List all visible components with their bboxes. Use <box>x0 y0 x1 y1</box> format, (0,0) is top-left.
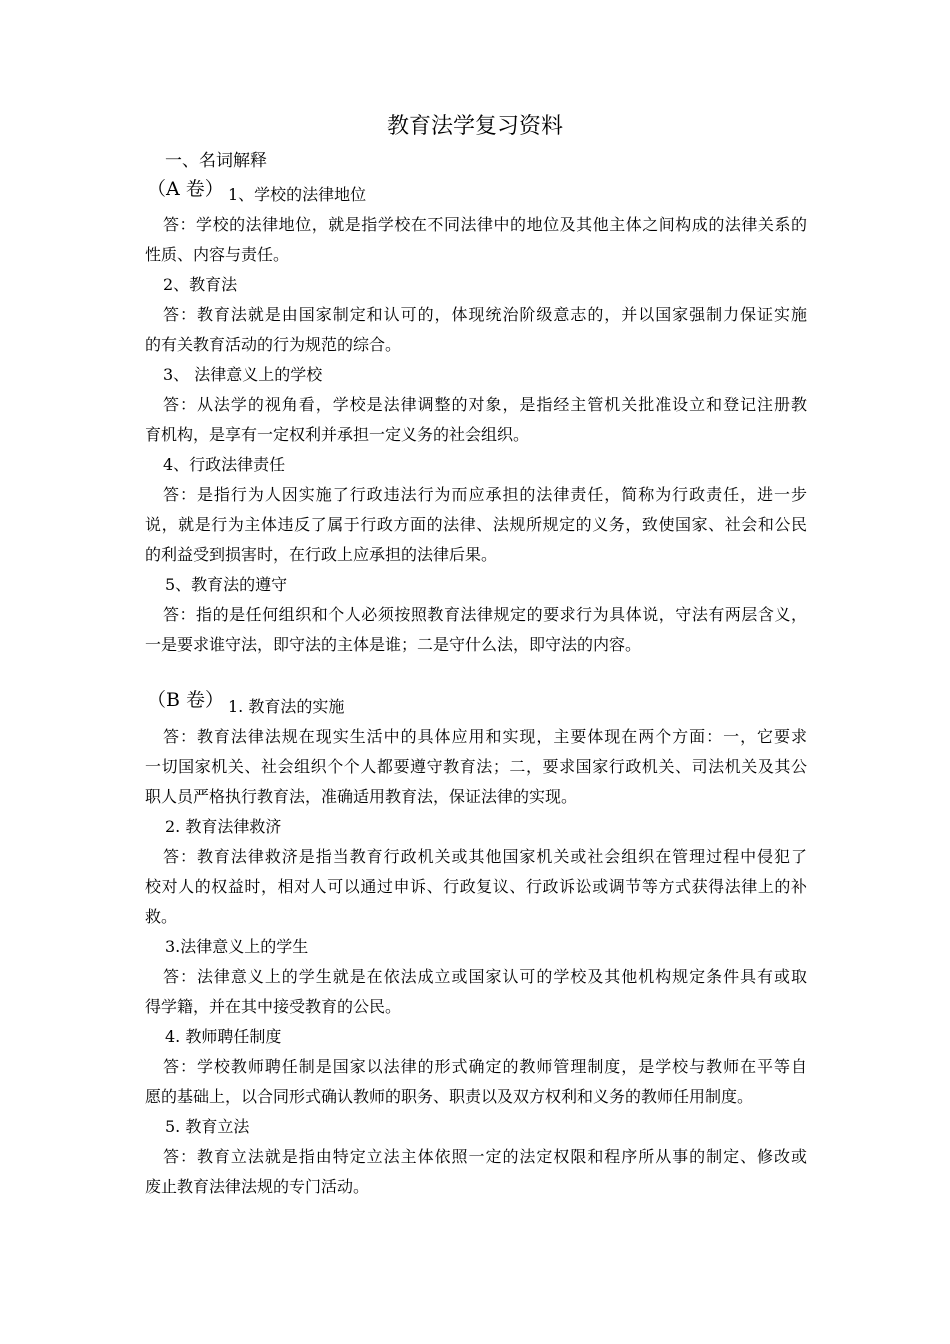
answer-line: 的有关教育活动的行为规范的综合。 <box>145 335 402 354</box>
answer-line: 废止教育法律法规的专门活动。 <box>145 1177 370 1196</box>
answer-line: 答：是指行为人因实施了行政违法行为而应承担的法律责任，简称为行政责任，进一步 <box>163 485 807 504</box>
volume-b-label: （B 卷） <box>147 689 225 711</box>
answer-line: 一是要求谁守法，即守法的主体是谁；二是守什么法，即守法的内容。 <box>145 635 642 654</box>
section-heading: 一、名词解释 <box>165 151 267 171</box>
answer-line: 的利益受到损害时，在行政上应承担的法律后果。 <box>145 545 498 564</box>
answer-line: 救。 <box>145 907 178 926</box>
answer-line: 答：指的是任何组织和个人必须按照教育法律规定的要求行为具体说，守法有两层含义， <box>163 605 807 624</box>
answer-line: 育机构，是享有一定权利并承担一定义务的社会组织。 <box>145 425 530 444</box>
term-heading: 4. 教师聘任制度 <box>165 1027 282 1046</box>
answer-line: 答：法律意义上的学生就是在依法成立或国家认可的学校及其他机构规定条件具有或取 <box>163 967 807 986</box>
term-heading: 4、行政法律责任 <box>163 455 286 474</box>
answer-line: 答：教育立法就是指由特定立法主体依照一定的法定权限和程序所从事的制定、修改或 <box>163 1147 807 1166</box>
answer-line: 答：学校教师聘任制是国家以法律的形式确定的教师管理制度，是学校与教师在平等自 <box>163 1057 807 1076</box>
answer-line: 职人员严格执行教育法，准确适用教育法，保证法律的实现。 <box>145 787 578 806</box>
answer-line: 答：教育法律救济是指当教育行政机关或其他国家机关或社会组织在管理过程中侵犯了 <box>163 847 807 866</box>
answer-line: 答：教育法就是由国家制定和认可的，体现统治阶级意志的，并以国家强制力保证实施 <box>163 305 807 324</box>
answer-line: 答：从法学的视角看，学校是法律调整的对象，是指经主管机关批准设立和登记注册教 <box>163 395 807 414</box>
volume-a-label: （A 卷） <box>147 178 224 200</box>
answer-line: 答：教育法律法规在现实生活中的具体应用和实现，主要体现在两个方面：一，它要求 <box>163 727 807 746</box>
answer-line: 得学籍，并在其中接受教育的公民。 <box>145 997 402 1016</box>
answer-line: 校对人的权益时，相对人可以通过申诉、行政复议、行政诉讼或调节等方式获得法律上的补 <box>145 877 807 896</box>
answer-line: 一切国家机关、社会组织个个人都要遵守教育法；二，要求国家行政机关、司法机关及其公 <box>145 757 807 776</box>
term-heading: 3、 法律意义上的学校 <box>163 365 323 384</box>
volume-b-term-1: 1. 教育法的实施 <box>228 697 345 716</box>
answer-line: 答：学校的法律地位，就是指学校在不同法律中的地位及其他主体之间构成的法律关系的 <box>163 215 807 234</box>
term-heading: 5. 教育立法 <box>165 1117 250 1136</box>
term-heading: 5、教育法的遵守 <box>165 575 288 594</box>
answer-line: 愿的基础上，以合同形式确认教师的职务、职责以及双方权利和义务的教师任用制度。 <box>145 1087 754 1106</box>
answer-line: 说，就是行为主体违反了属于行政方面的法律、法规所规定的义务，致使国家、社会和公民 <box>145 515 807 534</box>
volume-a-term-1: 1、学校的法律地位 <box>228 185 367 204</box>
term-heading: 2. 教育法律救济 <box>165 817 282 836</box>
answer-line: 性质、内容与责任。 <box>145 245 290 264</box>
term-heading: 3.法律意义上的学生 <box>165 937 309 956</box>
term-heading: 2、教育法 <box>163 275 238 294</box>
document-title: 教育法学复习资料 <box>386 114 563 139</box>
